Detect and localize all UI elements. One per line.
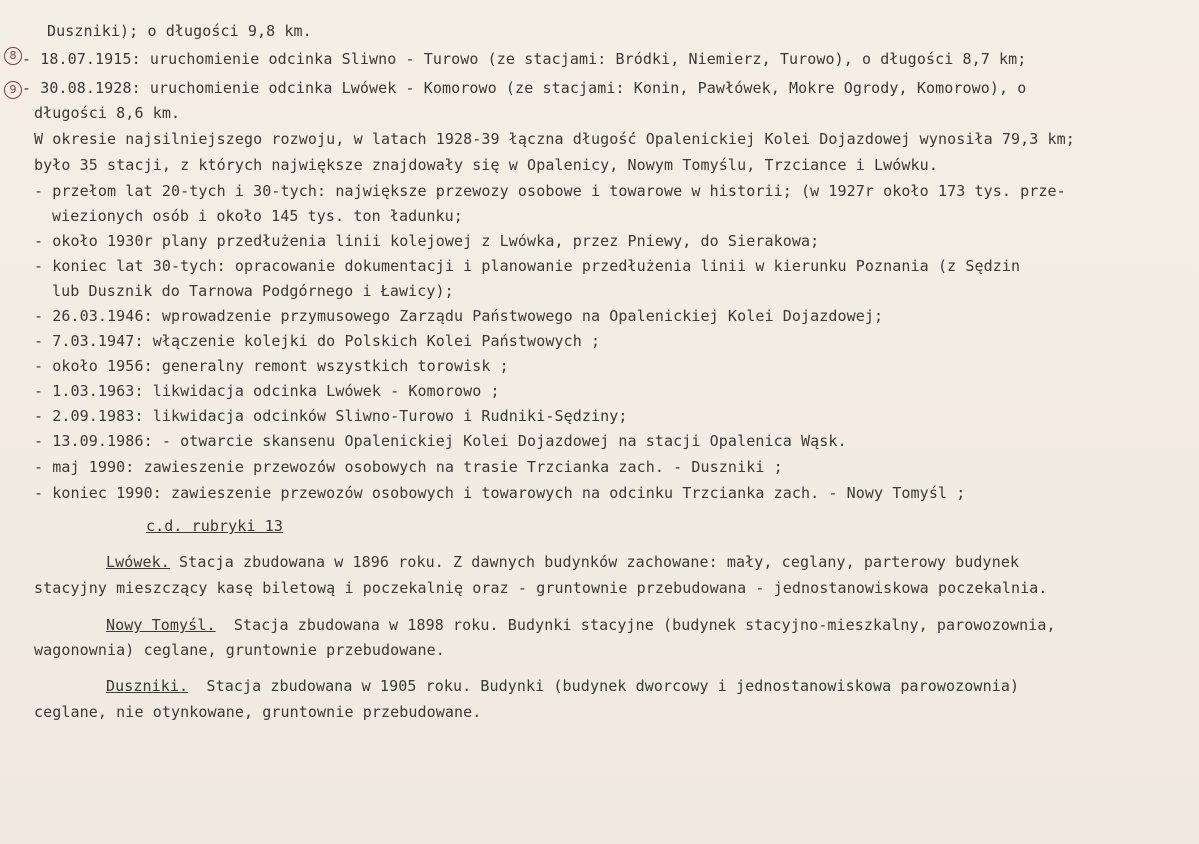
circled-number-9: 9 bbox=[4, 81, 22, 99]
section-heading: c.d. rubryki 13 bbox=[146, 517, 283, 535]
text-line-12: - 26.03.1946: wprowadzenie przymusowego Zarządu Państwowego na Opalenickiej Kolei Dojazdowej; bbox=[34, 307, 884, 325]
paragraph-lwowek-text-1: Stacja zbudowana w 1896 roku. Z dawnych budynków zachowane: mały, ceglany, parterowy budynek bbox=[169, 553, 1020, 571]
margin-annotation-9 bbox=[4, 78, 22, 99]
paragraph-duszniki-text-1: Stacja zbudowana w 1905 roku. Budynki (budynek dworcowy i jednostanowiskowa parowozownia) bbox=[188, 677, 1020, 695]
text-line-14: - około 1956: generalny remont wszystkich torowisk ; bbox=[34, 357, 509, 375]
text-line-3: - 30.08.1928: uruchomienie odcinka Lwówek - Komorowo (ze stacjami: Konin, Pawłówek, Mokre Ogrody, Komorowo), o bbox=[22, 79, 1027, 97]
paragraph-nowy-tomysl-title: Nowy Tomyśl. bbox=[106, 616, 216, 634]
paragraph-nowy-tomysl-text-1: Stacja zbudowana w 1898 roku. Budynki stacyjne (budynek stacyjno-mieszkalny, parowozownia, bbox=[215, 616, 1056, 634]
text-line-19: - koniec 1990: zawieszenie przewozów osobowych i towarowych na odcinku Trzcianka zach. - Nowy Tomyśl ; bbox=[34, 484, 966, 502]
paragraph-lwowek-title: Lwówek. bbox=[106, 553, 170, 571]
paragraph-lwowek-line-2: stacyjny mieszczący kasę biletową i poczekalnię oraz - gruntownie przebudowana - jednostanowiskowa poczekalnia. bbox=[34, 579, 1048, 597]
paragraph-nowy-tomysl-line-1 bbox=[106, 615, 1056, 635]
paragraph-duszniki-title: Duszniki. bbox=[106, 677, 189, 695]
text-line-2: - 18.07.1915: uruchomienie odcinka Sliwno - Turowo (ze stacjami: Bródki, Niemierz, Turowo), o długości 8,7 km; bbox=[22, 50, 1027, 68]
text-line-5: W okresie najsilniejszego rozwoju, w latach 1928-39 łączna długość Opalenickiej Kolei Dojazdowej wynosiła 79,3 km; bbox=[34, 130, 1075, 148]
text-line-18: - maj 1990: zawieszenie przewozów osobowych na trasie Trzcianka zach. - Duszniki ; bbox=[34, 458, 783, 476]
text-line-1: Duszniki); o długości 9,8 km. bbox=[47, 22, 312, 40]
text-line-13: - 7.03.1947: włączenie kolejki do Polskich Kolei Państwowych ; bbox=[34, 332, 601, 350]
margin-annotation-8 bbox=[4, 44, 22, 65]
text-line-15: - 1.03.1963: likwidacja odcinka Lwówek - Komorowo ; bbox=[34, 382, 500, 400]
text-line-6: było 35 stacji, z których największe znajdowały się w Opalenicy, Nowym Tomyślu, Trzciance i Lwówku. bbox=[34, 156, 938, 174]
paragraph-lwowek-line-1 bbox=[106, 552, 1019, 572]
paragraph-duszniki-line-1 bbox=[106, 676, 1019, 696]
text-line-17: - 13.09.1986: - otwarcie skansenu Opalenickiej Kolei Dojazdowej na stacji Opalenica Wąsk. bbox=[34, 432, 847, 450]
text-line-9: - około 1930r plany przedłużenia linii kolejowej z Lwówka, przez Pniewy, do Sierakowa; bbox=[34, 232, 820, 250]
text-line-4: długości 8,6 km. bbox=[34, 104, 181, 122]
circled-number-8: 8 bbox=[4, 47, 22, 65]
text-line-7: - przełom lat 20-tych i 30-tych: największe przewozy osobowe i towarowe w historii; (w 1927r około 173 tys. prze- bbox=[34, 182, 1066, 200]
text-line-8: wiezionych osób i około 145 tys. ton ładunku; bbox=[52, 207, 463, 225]
text-line-11: lub Dusznik do Tarnowa Podgórnego i Ławicy); bbox=[52, 282, 454, 300]
paragraph-nowy-tomysl-line-2: wagonownia) ceglane, gruntownie przebudowane. bbox=[34, 641, 445, 659]
paragraph-duszniki-line-2: ceglane, nie otynkowane, gruntownie przebudowane. bbox=[34, 703, 482, 721]
text-line-16: - 2.09.1983: likwidacja odcinków Sliwno-Turowo i Rudniki-Sędziny; bbox=[34, 407, 628, 425]
text-line-10: - koniec lat 30-tych: opracowanie dokumentacji i planowanie przedłużenia linii w kierunku Poznania (z Sędzin bbox=[34, 257, 1021, 275]
